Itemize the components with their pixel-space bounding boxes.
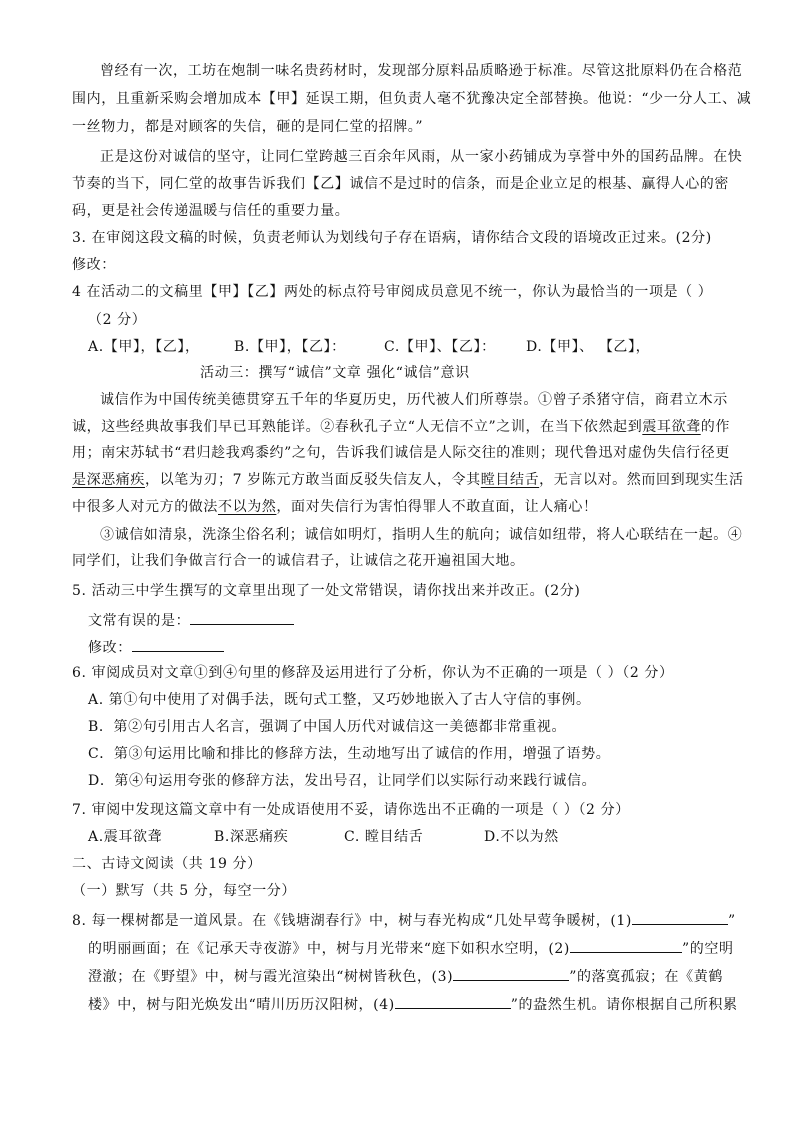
essay-line4-end: ，无言以对。然而回到现实生活	[539, 472, 744, 488]
para2-line3: 码，更是社会传递温暖与信任的重要力量。	[72, 203, 350, 219]
fix-label: 修改：	[88, 640, 132, 656]
option-b[interactable]: B.【甲】，【乙】：	[234, 339, 346, 355]
essay-line5-text: 中很多人对元方的做法	[72, 499, 218, 515]
para1-line3: 一丝物力，都是对顾客的失信，砸的是同仁堂的招牌。”	[72, 119, 424, 135]
question-7-options	[88, 828, 559, 846]
question-5-fix	[88, 637, 224, 657]
q8-line4-end: ”的盎然生机。请你根据自己所积累	[510, 997, 738, 1013]
essay-line4-text: ，以笔为刃；7 岁陈元方敢当面反驳失信友人，令其	[145, 472, 481, 488]
blank-2[interactable]	[570, 938, 682, 953]
para2-line2: 节奏的当下，同仁堂的故事告诉我们【乙】诚信不是过时的信条，而是企业立足的根基、赢得人心的密	[72, 176, 729, 192]
question-8-line3	[88, 966, 723, 986]
essay-line1: 诚信作为中国传统美德贯穿五千年的华夏历史，历代被人们所尊崇。①曾子杀猪守信，商君立木示	[100, 392, 728, 408]
para1-line2: 围内，且重新采购会增加成本【甲】延误工期，但负责人毫不犹豫决定全部替换。他说：“少一分人工、减	[72, 91, 752, 107]
q8-line3-end: ”的落寞孤寂；在《黄鹤	[569, 969, 723, 985]
essay-line5-end: ，面对失信行为害怕得罪人不敢直面，让人痛心！	[276, 499, 598, 515]
fix-answer-blank[interactable]	[132, 637, 224, 652]
option-d[interactable]: D.不以为然	[484, 829, 559, 845]
option-b[interactable]: B.深恶痛疾	[214, 829, 289, 845]
wrong-answer-blank[interactable]	[190, 610, 294, 625]
q8-line1-text: 8. 每一棵树都是一道风景。在《钱塘湖春行》中，树与春光构成“几处早莺争暖树，(1)	[72, 913, 632, 929]
q8-line1-end: ”	[728, 913, 736, 929]
activity3-title: 活动三：撰写“诚信”文章 强化“诚信”意识	[200, 365, 470, 381]
essay-line5	[72, 498, 598, 516]
question-4-options	[88, 338, 650, 356]
para2-line1: 正是这份对诚信的坚守，让同仁堂跨越三百余年风雨，从一家小药铺成为享誉中外的国药品牌。在快	[100, 149, 743, 165]
question-6-option-b[interactable]: B．第②句引用古人名言，强调了中国人历代对诚信这一美德都非常重视。	[88, 719, 567, 735]
question-3-answer-label: 修改：	[72, 257, 116, 273]
question-4-score: （2 分）	[88, 312, 147, 328]
essay-line3: 用；南宋苏轼书“君归趁我鸡黍约”之句，告诉我们诚信是人际交往的准则；现代鲁迅对虚伪失信行径更	[72, 445, 730, 461]
idiom-shen-wu-tong-ji: 是深恶痛疾	[72, 472, 145, 488]
q8-line3-text: 澄澈；在《野望》中，树与霞光渲染出“树树皆秋色，(3)	[88, 969, 454, 985]
question-5: 5. 活动三中学生撰写的文章里出现了一处文常错误，请你找出来并改正。(2分)	[72, 583, 581, 599]
question-8-line4	[88, 994, 738, 1014]
blank-1[interactable]	[632, 910, 728, 925]
idiom-zhen-er-yu-long: 震耳欲聋	[642, 419, 701, 435]
option-c[interactable]: C.【甲】、【乙】：	[384, 339, 496, 355]
essay-line4	[72, 471, 744, 489]
q8-line2-text: 的明丽画面；在《记承天寺夜游》中，树与月光带来“庭下如积水空明，(2)	[88, 941, 570, 957]
section-2-title: 二、古诗文阅读（共 19 分）	[72, 856, 262, 872]
question-7: 7. 审阅中发现这篇文章中有一处成语使用不妥，请你选出不正确的一项是（ ）（2 分）	[72, 802, 630, 818]
essay-line2-end: 的作	[700, 419, 730, 435]
question-5-wrong	[88, 610, 294, 630]
option-c[interactable]: C. 瞠目结舌	[344, 829, 424, 845]
option-a[interactable]: A.震耳欲聋	[88, 829, 163, 845]
question-6-option-d[interactable]: D．第④句运用夸张的修辞方法，发出号召，让同学们以实际行动来践行诚信。	[88, 773, 597, 789]
essay-line2-text: 诚，这些经典故事我们早已耳熟能详。②春秋孔子立“人无信不立”之训，在当下依然起到	[72, 419, 643, 435]
q8-line2-end: ”的空明	[682, 941, 734, 957]
para1-line1: 曾经有一次，工坊在炮制一味名贵药材时，发现部分原料品质略逊于标准。尽管这批原料仍在合格范	[100, 63, 743, 79]
essay-line6: ③诚信如清泉，洗涤尘俗名利；诚信如明灯，指明人生的航向；诚信如纽带，将人心联结在一起。④	[100, 527, 743, 543]
question-6: 6. 审阅成员对文章①到④句里的修辞及运用进行了分析，你认为不正确的一项是（ ）（2 分）	[72, 665, 674, 681]
option-a[interactable]: A.【甲】，【乙】，	[88, 339, 200, 355]
question-6-option-c[interactable]: C．第③句运用比喻和排比的修辞方法，生动地写出了诚信的作用，增强了语势。	[88, 746, 611, 762]
blank-4[interactable]	[395, 994, 511, 1009]
question-6-option-a[interactable]: A. 第①句中使用了对偶手法，既句式工整，又巧妙地嵌入了古人守信的事例。	[88, 692, 591, 708]
q8-line4-text: 楼》中，树与阳光焕发出“晴川历历汉阳树，(4)	[88, 997, 395, 1013]
idiom-cheng-mu-jie-she: 瞠目结舌	[480, 472, 540, 488]
option-d[interactable]: D.【甲】、 【乙】，	[526, 339, 651, 355]
question-8-line1	[72, 910, 736, 930]
section-2-subtitle: （一）默写（共 5 分，每空一分）	[72, 883, 297, 899]
question-3: 3. 在审阅这段文稿的时候，负责老师认为划线句子存在语病，请你结合文段的语境改正过来。(2分)	[72, 230, 712, 246]
essay-line7: 同学们，让我们争做言行合一的诚信君子，让诚信之花开遍祖国大地。	[72, 553, 525, 569]
blank-3[interactable]	[453, 966, 569, 981]
question-4: 4 在活动二的文稿里【甲】【乙】两处的标点符号审阅成员意见不统一，你认为最恰当的一项是（ ）	[72, 284, 713, 300]
essay-line2	[72, 418, 730, 436]
question-8-line2	[88, 938, 734, 958]
idiom-bu-yi-wei-ran: 不以为然	[218, 499, 277, 515]
wrong-label: 文常有误的是：	[88, 613, 191, 629]
